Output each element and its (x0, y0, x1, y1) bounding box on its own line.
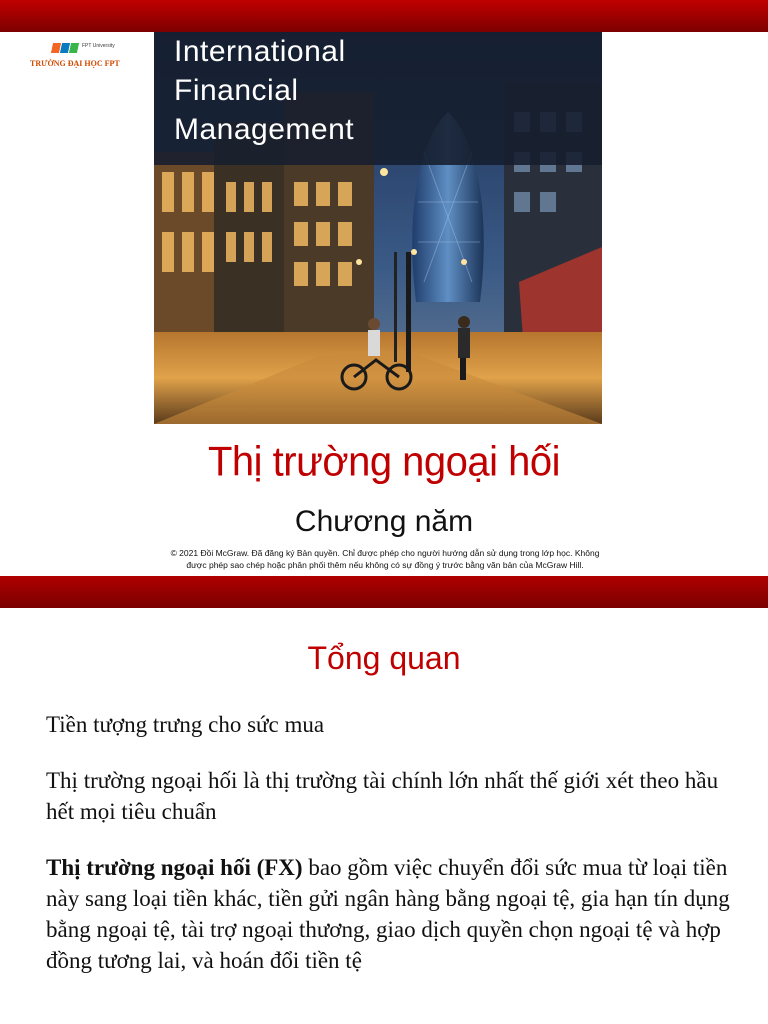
paragraph-3 (46, 852, 736, 976)
cover-title-line-2: Financial (174, 74, 299, 107)
book-cover-image (154, 32, 602, 424)
paragraph-1: Tiền tượng trưng cho sức mua (46, 712, 325, 737)
overview-title: Tổng quan (307, 640, 461, 676)
cover-title-line-3: Management (174, 113, 355, 146)
slide-title: Thị trường ngoại hối (207, 438, 561, 486)
top-banner (0, 0, 768, 32)
bottom-banner (0, 576, 768, 608)
fpt-university-logo (30, 40, 130, 72)
paragraph-3-text: bao gồm việc chuyển đổi sức mua từ loại tiền này sang loại tiền khác, tiền gửi ngân hàng bằng ngoại tệ, gia hạn tín dụng bằng ngoại tệ, tài trợ ngoại thương, giao dịch quyền chọn ngoại tệ và hợp đồng tương lai, và hoán đổi tiền tệ (46, 855, 730, 973)
logo-sub-label: FPT University (82, 43, 115, 49)
overview-slide (0, 608, 768, 1024)
chapter-subtitle: Chương năm (294, 505, 474, 538)
fx-market-term: Thị trường ngoại hối (FX) (46, 855, 303, 880)
paragraph-2: Thị trường ngoại hối là thị trường tài chính lớn nhất thế giới xét theo hầu hết mọi tiêu chuẩn (46, 768, 719, 824)
fpt-logo-mark (52, 40, 79, 54)
cover-title-line-1: International (174, 35, 346, 68)
cover-title-band (154, 32, 602, 165)
school-name: TRƯỜNG ĐẠI HỌC FPT (30, 59, 120, 68)
copyright-notice: © 2021 Đồi McGraw. Đã đăng ký Bản quyền. Chỉ được phép cho người hướng dẫn sử dụng trong lớp học. Không được phép sao chép hoặc phân phối thêm nếu không có sự đồng ý trước bằng văn bản của McGraw Hill. (170, 548, 600, 570)
